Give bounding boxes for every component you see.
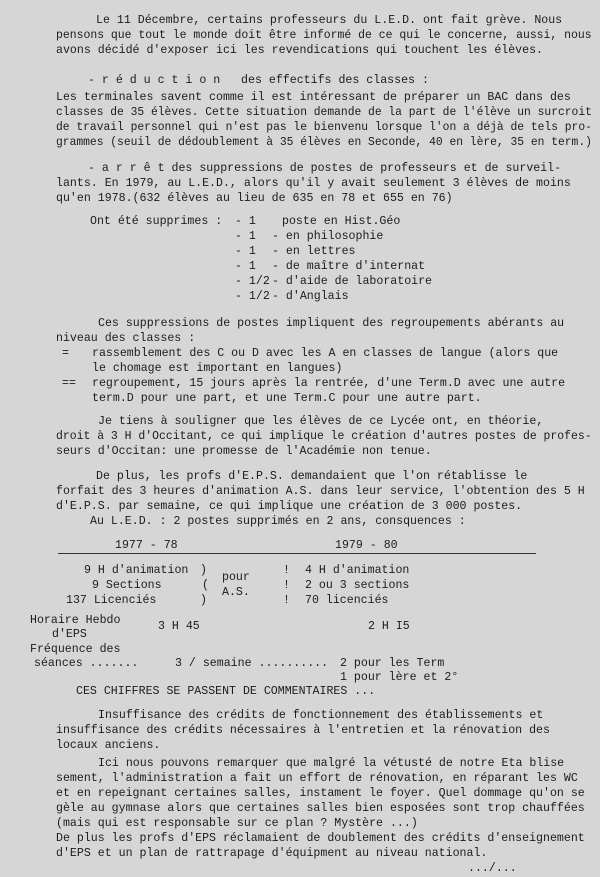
- table-rule: [58, 553, 536, 554]
- paragraph-line: (mais qui est responsable sur ce plan ? Mystère ...): [56, 817, 418, 830]
- freq-right: 1 pour lère et 2°: [340, 671, 459, 684]
- paragraph-line: classes de 35 élèves. Cette situation demande de la part de l'élève un surcroit: [56, 106, 592, 119]
- paragraph-line: d'E.P.S. par semaine, ce qui implique une création de 3 000 postes.: [56, 500, 523, 513]
- suppression-desc: - en lettres: [272, 245, 356, 258]
- conclusion: CES CHIFFRES SE PASSENT DE COMMENTAIRES ...: [76, 685, 376, 698]
- suppression-qty: - 1: [235, 215, 256, 228]
- paragraph-line: qu'en 1978.(632 élèves au lieu de 635 en 78 et 655 en 76): [56, 192, 453, 205]
- bracket: ): [200, 564, 207, 577]
- suppression-desc: poste en Hist.Géo: [282, 215, 401, 228]
- stat-middle: A.S.: [222, 586, 250, 599]
- horaire-label: d'EPS: [52, 628, 87, 641]
- horaire-left: 3 H 45: [158, 620, 200, 633]
- horaire-right: 2 H I5: [368, 620, 410, 633]
- bullet-mark: =: [62, 347, 69, 360]
- year-right: 1979 - 80: [335, 539, 398, 552]
- separator: !: [283, 579, 290, 592]
- bullet-line: regroupement, 15 jours après la rentrée, d'une Term.D avec une autre: [92, 377, 566, 390]
- suppression-qty: - 1: [235, 260, 256, 273]
- paragraph-line: forfait des 3 heures d'animation A.S. dans leur service, l'obtention des 5 H: [56, 485, 585, 498]
- horaire-label: Horaire Hebdo: [30, 614, 121, 627]
- paragraph-line: Ici nous pouvons remarquer que malgré la vétusté de notre Eta blise: [98, 757, 565, 770]
- separator: !: [283, 564, 290, 577]
- suppression-qty: - 1: [235, 230, 256, 243]
- paragraph-line: droit à 3 H d'Occitant, ce qui implique le création d'autres postes de profes-: [56, 430, 592, 443]
- suppression-desc: - de maître d'internat: [272, 260, 426, 273]
- freq-label: Fréquence des: [30, 643, 121, 656]
- freq-label: séances .......: [34, 657, 139, 670]
- paragraph-line: niveau des classes :: [56, 332, 196, 345]
- stat-right: 2 ou 3 sections: [305, 579, 410, 592]
- stat-middle: pour: [222, 571, 250, 584]
- suppression-qty: - 1/2: [235, 290, 270, 303]
- bracket: (: [202, 579, 209, 592]
- paragraph-line: sement, l'administration a fait un effort de rénovation, en réparant les WC: [56, 772, 578, 785]
- freq-right: 2 pour les Term: [340, 657, 445, 670]
- bullet-mark: ==: [62, 377, 76, 390]
- suppression-desc: - en philosophie: [272, 230, 384, 243]
- section-heading-arret: - a r r ê t des suppressions de postes de professeurs et de surveil-: [88, 162, 562, 175]
- page-continuation: .../...: [468, 862, 517, 875]
- suppression-desc: - d'aide de laboratoire: [272, 275, 433, 288]
- paragraph-line: de travail personnel qui n'est pas le bienvenu lorsque l'on a déjà de tels pro-: [56, 121, 592, 134]
- paragraph-line: Ces suppressions de postes impliquent des regroupements abérants au: [98, 317, 565, 330]
- paragraph-line: locaux anciens.: [56, 739, 161, 752]
- stat-left: 137 Licenciés: [66, 594, 157, 607]
- suppression-desc: - d'Anglais: [272, 290, 349, 303]
- freq-left: 3 / semaine ..........: [175, 657, 329, 670]
- paragraph-line: insuffisance des crédits nécessaires à l'entretien et la rénovation des: [56, 724, 550, 737]
- separator: !: [283, 594, 290, 607]
- paragraph-line: Je tiens à souligner que les élèves de ce Lycée ont, en théorie,: [98, 415, 544, 428]
- bullet-line: rassemblement des C ou D avec les A en classes de langue (alors que: [92, 347, 559, 360]
- stat-left: 9 H d'animation: [84, 564, 189, 577]
- year-left: 1977 - 78: [115, 539, 178, 552]
- suppression-qty: - 1: [235, 245, 256, 258]
- paragraph-line: d'EPS et un plan de rattrapage d'équipment au niveau national.: [56, 847, 488, 860]
- paragraph-line: gèle au gymnase alors que certaines salles bien esposées sont trop chauffées: [56, 802, 585, 815]
- bullet-line: term.D pour une part, et une Term.C pour une autre part.: [92, 392, 482, 405]
- paragraph-line: et en repeignant certaines salles, instament le foyer. Quel dommage qu'on se: [56, 787, 585, 800]
- paragraph-line: lants. En 1979, au L.E.D., alors qu'il y avait seulement 3 élèves de moins: [56, 177, 571, 190]
- intro-line: Le 11 Décembre, certains professeurs du L.E.D. ont fait grève. Nous: [96, 14, 563, 27]
- intro-line: pensons que tout le monde doit être informé de ce qui le concerne, aussi, nous: [56, 29, 592, 42]
- stat-right: 70 licenciés: [305, 594, 389, 607]
- stat-left: 9 Sections: [92, 579, 162, 592]
- paragraph-line: seurs d'Occitan: une promesse de l'Académie non tenue.: [56, 445, 432, 458]
- stat-right: 4 H d'animation: [305, 564, 410, 577]
- suppression-qty: - 1/2: [235, 275, 270, 288]
- paragraph-line: Les terminales savent comme il est intéressant de préparer un BAC dans des: [56, 91, 571, 104]
- suppressions-label: Ont été supprimes :: [90, 215, 223, 228]
- bracket: ): [200, 594, 207, 607]
- paragraph-line: grammes (seuil de dédoublement à 35 élèves en Seconde, 40 en lère, 35 en term.): [56, 136, 592, 149]
- paragraph-line: Insuffisance des crédits de fonctionnement des établissements et: [98, 709, 544, 722]
- paragraph-line: De plus les profs d'EPS réclamaient de doublement des crédits d'enseignement: [56, 832, 585, 845]
- paragraph-line: De plus, les profs d'E.P.S. demandaient que l'on rétablisse le: [96, 470, 528, 483]
- paragraph-line: Au L.E.D. : 2 postes supprimés en 2 ans, consquences :: [90, 515, 466, 528]
- bullet-line: le chomage est important en langues): [92, 362, 343, 375]
- section-heading-reduction: - r é d u c t i o n des effectifs des classes :: [88, 74, 429, 87]
- intro-line: avons décidé d'exposer ici les revendications qui touchent les élèves.: [56, 44, 544, 57]
